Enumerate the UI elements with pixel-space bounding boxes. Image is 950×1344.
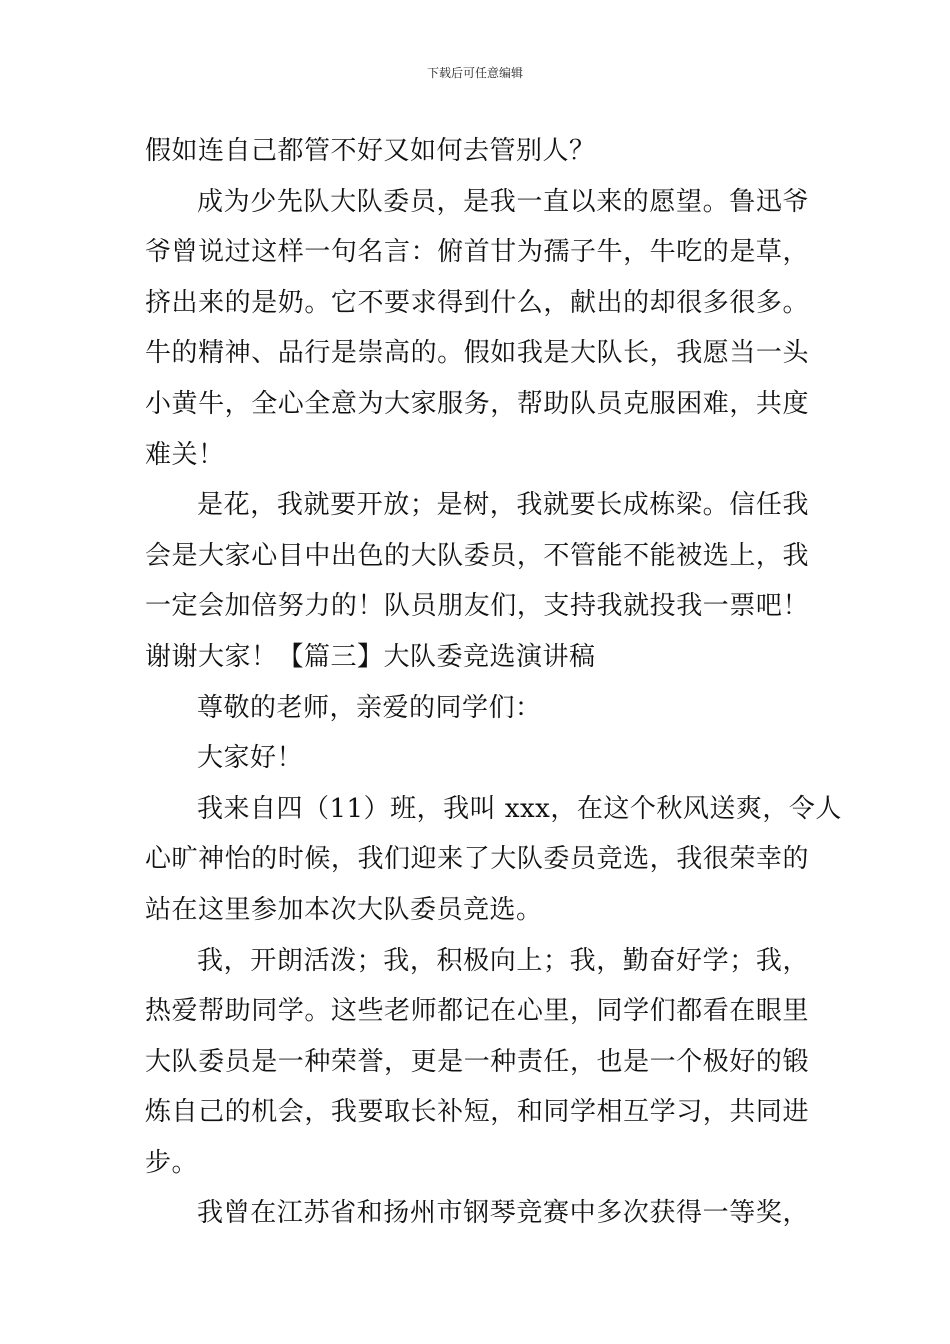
text-line: 难关！ <box>145 439 225 470</box>
text-line: 心旷神怡的时候，我们迎来了大队委员竞选，我很荣幸的 <box>145 844 809 875</box>
text-line: 尊敬的老师，亲爱的同学们： <box>197 692 542 723</box>
text-line: 小黄牛，全心全意为大家服务，帮助队员克服困难，共度 <box>145 388 809 419</box>
text-line: 成为少先队大队委员，是我一直以来的愿望。鲁迅爷 <box>197 186 809 217</box>
text-line: 站在这里参加本次大队委员竞选。 <box>145 894 543 925</box>
document-body <box>145 126 842 1239</box>
text-line: 步。 <box>145 1147 199 1178</box>
page-header: 下载后可任意编辑 <box>426 66 523 80</box>
text-line: 大队委员是一种荣誉，更是一种责任，也是一个极好的锻 <box>145 1046 809 1077</box>
text-line: 一定会加倍努力的！队员朋友们，支持我就投我一票吧！ <box>145 591 809 622</box>
text-line: 我，开朗活泼；我，积极向上；我，勤奋好学；我， <box>197 945 809 976</box>
text-line: 我曾在江苏省和扬州市钢琴竞赛中多次获得一等奖， <box>197 1198 809 1229</box>
text-line: 假如连自己都管不好又如何去管别人？ <box>145 136 596 166</box>
text-line: 热爱帮助同学。这些老师都记在心里，同学们都看在眼里 <box>145 996 809 1027</box>
text-line: 我来自四（11）班，我叫 xxx，在这个秋风送爽，令人 <box>197 793 842 824</box>
text-line: 大家好！ <box>197 743 304 774</box>
text-line: 谢谢大家！【篇三】大队委竞选演讲稿 <box>145 641 596 672</box>
text-line: 挤出来的是奶。它不要求得到什么，献出的却很多很多。 <box>145 287 809 318</box>
text-line: 炼自己的机会，我要取长补短，和同学相互学习，共同进 <box>145 1097 809 1128</box>
text-line: 爷曾说过这样一句名言：俯首甘为孺子牛，牛吃的是草， <box>145 237 809 268</box>
text-line: 是花，我就要开放；是树，我就要长成栋梁。信任我 <box>197 490 809 521</box>
text-line: 会是大家心目中出色的大队委员，不管能不能被选上，我 <box>145 540 809 571</box>
text-line: 牛的精神、品行是崇高的。假如我是大队长，我愿当一头 <box>145 338 809 369</box>
